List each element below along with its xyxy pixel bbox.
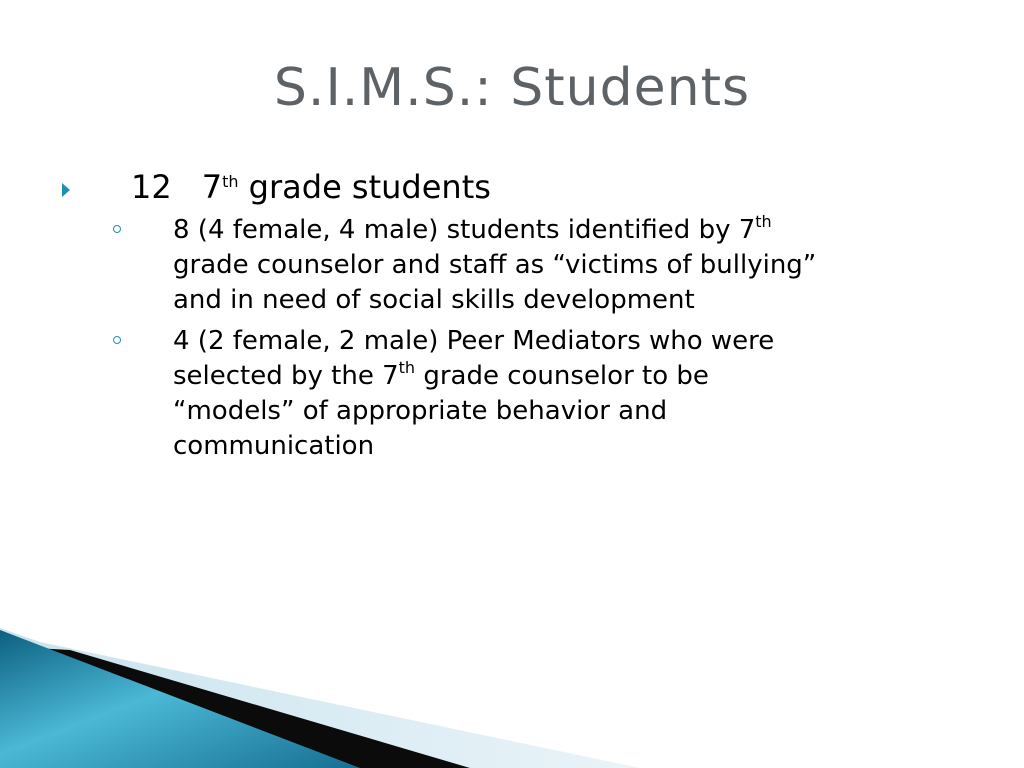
bullet-item-1 (131, 168, 491, 206)
circle-bullet-icon (113, 225, 121, 233)
grade-suffix: th (222, 172, 239, 191)
sub-bullet-1-line-2: grade counselor and staff as “victims of bullying” (173, 250, 817, 280)
sub-bullet-2 (173, 324, 973, 464)
student-count: 12 (131, 168, 172, 206)
triangle-bullet-icon (62, 183, 70, 197)
sub-bullet-1 (173, 213, 973, 318)
sub-bullet-1-line-1: 8 (4 female, 4 male) students identified by 7th (173, 212, 772, 245)
sub-bullet-2-line-4: communication (173, 431, 375, 461)
bullet-1-text: grade students (248, 168, 491, 206)
circle-bullet-icon (113, 336, 121, 344)
sub-bullet-2-line-3: “models” of appropriate behavior and (173, 396, 668, 426)
decorative-corner-graphic (0, 628, 1024, 768)
slide-title: S.I.M.S.: Students (273, 58, 751, 118)
sub-bullet-1-line-3: and in need of social skills development (173, 285, 695, 315)
grade-number: 7 (201, 168, 223, 206)
sub-bullet-2-line-2: selected by the 7th grade counselor to be (173, 358, 709, 391)
sub-bullet-2-line-1: 4 (2 female, 2 male) Peer Mediators who were (173, 326, 775, 356)
